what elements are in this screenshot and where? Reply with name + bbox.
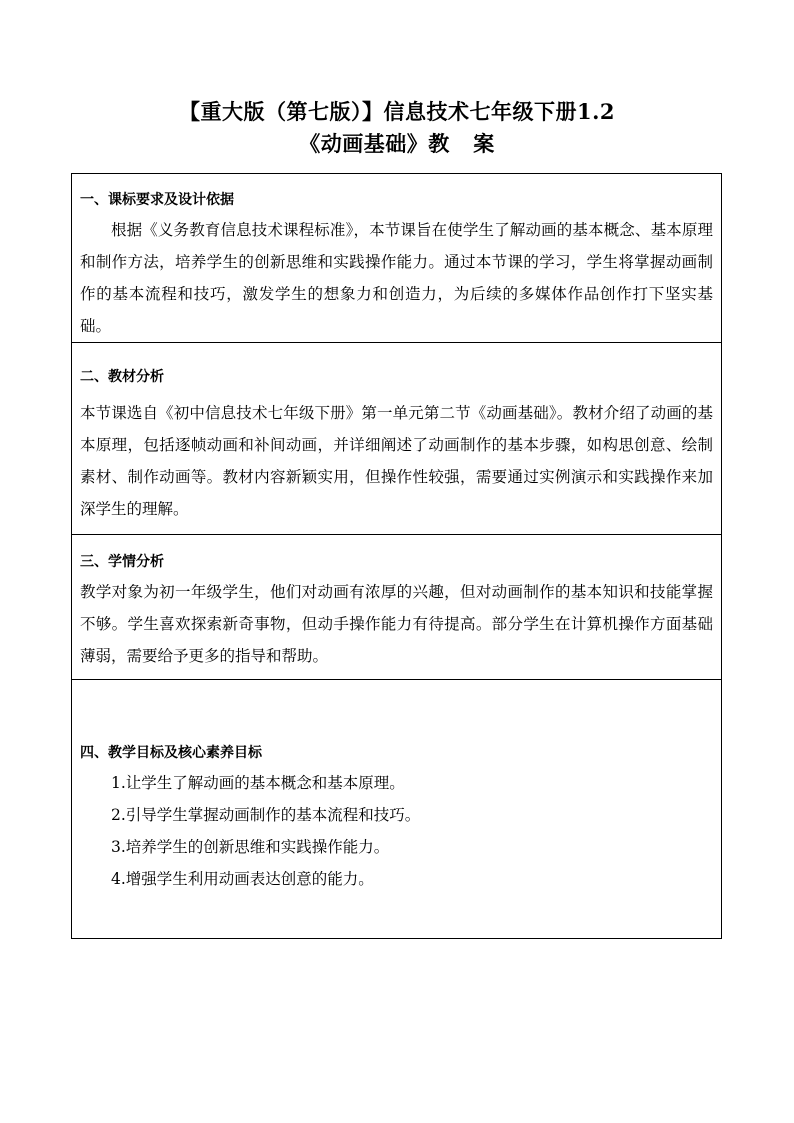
document-title-line1: 【重大版（第七版）】信息技术七年级下册1.2 <box>178 99 616 124</box>
list-item: 1.让学生了解动画的基本概念和基本原理。 <box>111 774 405 792</box>
list-item: 2.引导学生掌握动画制作的基本流程和技巧。 <box>111 806 421 824</box>
list-item: 3.培养学生的创新思维和实践操作能力。 <box>111 838 390 856</box>
goals-list <box>80 767 713 895</box>
section-goals-row <box>72 680 722 939</box>
section-standards-cell <box>72 174 722 343</box>
section-body: 根据《义务教育信息技术课程标准》，本节课旨在使学生了解动画的基本概念、基本原理和制作方法，培养学生的创新思维和实践操作能力。通过本节课的学习，学生将掌握动画制作的基本流程和技巧，激发学生的想象力和创造力，为后续的多媒体作品创作打下坚实基础。 <box>80 221 713 335</box>
section-heading: 四、教学目标及核心素养目标 <box>80 745 262 761</box>
section-textbook-row <box>72 343 722 535</box>
section-heading: 三、学情分析 <box>80 554 164 570</box>
section-heading: 二、教材分析 <box>80 369 164 385</box>
section-goals-cell <box>72 680 722 939</box>
section-textbook-cell <box>72 343 722 535</box>
section-standards-row <box>72 174 722 343</box>
lesson-plan-table <box>71 173 722 939</box>
section-body: 教学对象为初一年级学生，他们对动画有浓厚的兴趣，但对动画制作的基本知识和技能掌握不够。学生喜欢探索新奇事物，但动手操作能力有待提高。部分学生在计算机操作方面基础薄弱，需要给予更多的指导和帮助。 <box>80 583 713 665</box>
list-item: 4.增强学生利用动画表达创意的能力。 <box>111 870 374 888</box>
document-title-line2: 《动画基础》教 案 <box>299 131 495 156</box>
section-students-row <box>72 535 722 680</box>
section-body: 本节课选自《初中信息技术七年级下册》第一单元第二节《动画基础》。教材介绍了动画的基本原理，包括逐帧动画和补间动画，并详细阐述了动画制作的基本步骤，如构思创意、绘制素材、制作动画等。教材内容新颖实用，但操作性较强，需要通过实例演示和实践操作来加深学生的理解。 <box>80 404 713 518</box>
section-students-cell <box>72 535 722 680</box>
section-heading: 一、课标要求及设计依据 <box>80 192 234 208</box>
